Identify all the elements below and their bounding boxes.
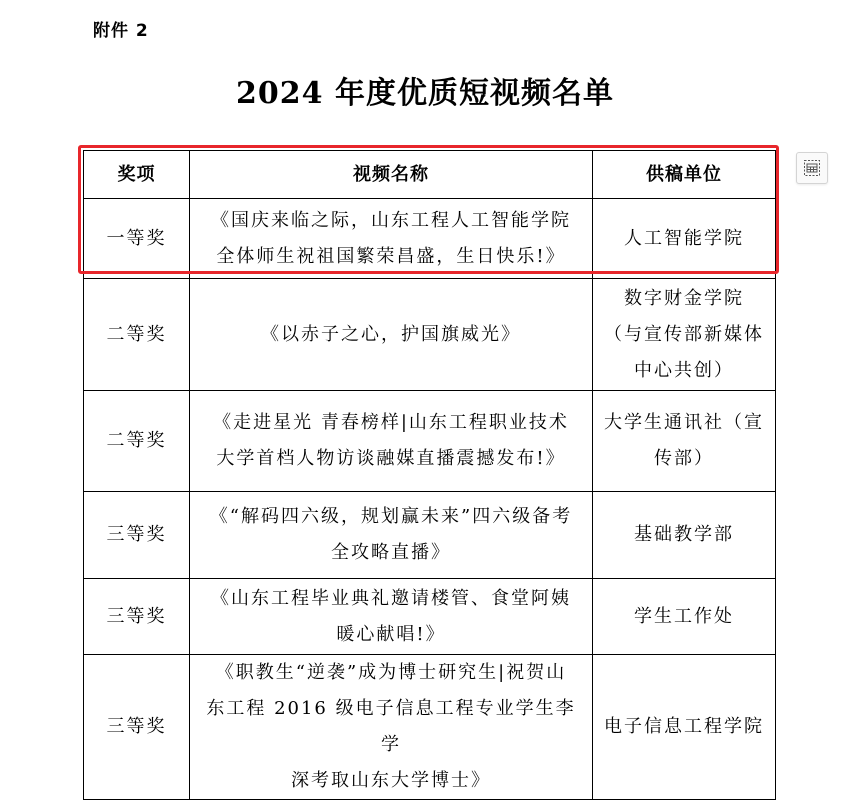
table-row	[84, 199, 776, 279]
unit-line: 数字财金学院	[624, 287, 744, 309]
award-cell	[84, 199, 190, 279]
unit-cell	[593, 492, 776, 579]
video-name-line: 《“解码四六级，规划赢未来”四六级备考	[209, 506, 573, 527]
video-name-line: 《职教生“逆袭”成为博士研究生|祝贺山	[215, 662, 567, 683]
unit-line: 学生工作处	[634, 605, 734, 627]
video-name-cell	[190, 391, 593, 492]
unit-line: 中心共创）	[634, 359, 734, 381]
award-cell	[84, 655, 190, 800]
unit-cell	[593, 199, 776, 279]
award-cell	[84, 391, 190, 492]
table-row	[84, 391, 776, 492]
unit-line: 基础教学部	[634, 524, 734, 545]
video-name-line: 全攻略直播》	[331, 542, 451, 563]
table-select-button[interactable]	[796, 152, 828, 184]
table-row	[84, 655, 776, 800]
unit-cell	[593, 279, 776, 391]
video-name-line: 《以赤子之心，护国旗威光》	[261, 323, 521, 345]
header-video-name: 视频名称	[190, 151, 593, 199]
video-name-line: 东工程 2016 级电子信息工程专业学生李学	[206, 698, 576, 755]
video-name-line: 深考取山东大学博士》	[291, 770, 491, 791]
video-name-cell	[190, 655, 593, 800]
award-table	[83, 150, 776, 800]
award-cell	[84, 279, 190, 391]
unit-line: 电子信息工程学院	[604, 716, 764, 737]
award-cell	[84, 579, 190, 655]
header-unit: 供稿单位	[593, 151, 776, 199]
page-title: 2024 年度优质短视频名单	[236, 76, 614, 111]
table-header-row	[84, 151, 776, 199]
attachment-label: 附件 2	[93, 21, 149, 41]
award-text: 一等奖	[106, 227, 167, 249]
unit-line: 传部）	[654, 448, 714, 469]
video-name-cell	[190, 199, 593, 279]
video-name-line: 《山东工程毕业典礼邀请楼管、食堂阿姨	[211, 587, 571, 609]
video-name-line: 《国庆来临之际，山东工程人工智能学院	[211, 209, 571, 231]
video-name-cell	[190, 279, 593, 391]
unit-line: （与宣传部新媒体	[604, 323, 764, 345]
video-name-line: 暖心献唱!》	[336, 623, 446, 645]
table-row	[84, 279, 776, 391]
award-text: 二等奖	[106, 430, 167, 451]
award-text: 三等奖	[106, 524, 167, 545]
award-cell	[84, 492, 190, 579]
video-name-cell	[190, 579, 593, 655]
unit-line: 大学生通讯社（宣	[604, 412, 764, 433]
video-name-line: 全体师生祝祖国繁荣昌盛，生日快乐!》	[216, 245, 566, 267]
table-select-icon	[802, 158, 822, 178]
unit-cell	[593, 579, 776, 655]
award-text: 三等奖	[106, 605, 167, 627]
table-row	[84, 492, 776, 579]
unit-line: 人工智能学院	[624, 227, 744, 249]
unit-cell	[593, 391, 776, 492]
video-name-cell	[190, 492, 593, 579]
video-name-line: 《走进星光 青春榜样|山东工程职业技术	[213, 412, 569, 433]
table-row	[84, 579, 776, 655]
unit-cell	[593, 655, 776, 800]
award-text: 二等奖	[106, 323, 167, 345]
header-award: 奖项	[84, 151, 190, 199]
award-text: 三等奖	[106, 716, 167, 737]
video-name-line: 大学首档人物访谈融媒直播震撼发布!》	[216, 448, 566, 469]
